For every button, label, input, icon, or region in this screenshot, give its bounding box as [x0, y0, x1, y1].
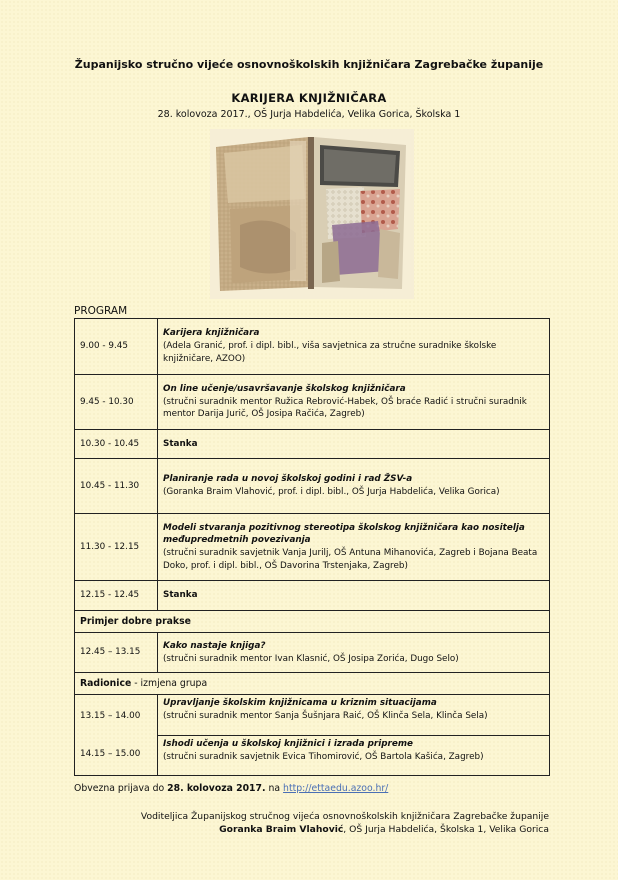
council-title: Županijsko stručno vijeće osnovnoškolskih knjižničara Zagrebačke županije	[74, 58, 544, 71]
signature-name: Goranka Braim Vlahović	[219, 824, 344, 836]
session-cell	[158, 375, 550, 430]
registration-link[interactable]: http://ettaedu.azoo.hr/	[283, 783, 389, 794]
break-cell	[158, 430, 550, 459]
time-cell	[75, 695, 158, 776]
session-presenter: (stručni suradnik savjetnik Evica Tihomirović, OŠ Bartola Kašića, Zagreb)	[163, 751, 484, 762]
time-cell: 12.45 – 13.15	[75, 633, 158, 673]
break-label: Stanka	[163, 590, 198, 601]
workshop-b	[158, 736, 549, 775]
event-date-location: 28. kolovoza 2017., OŠ Jurja Habdelića, Velika Gorica, Školska 1	[157, 109, 461, 120]
break-cell	[158, 581, 550, 611]
time-cell: 10.30 - 10.45	[75, 430, 158, 459]
time-cell: 12.15 - 12.45	[75, 581, 158, 611]
session-cell	[158, 633, 550, 673]
session-presenter: (stručni suradnik savjetnik Vanja Jurilj, OŠ Antuna Mihanovića, Zagreb i Bojana Beata Doko, prof. i dipl. bibl., OŠ Davorina Trstenjaka, Zagreb)	[163, 548, 538, 571]
event-title: KARIJERA KNJIŽNIČARA	[231, 91, 387, 105]
break-label: Stanka	[163, 438, 198, 449]
workshop-time-b: 14.15 – 15.00	[80, 748, 141, 759]
session-cell	[158, 514, 550, 581]
registration-note	[74, 783, 388, 794]
session-topic: Upravljanje školskim knjižnicama u kriznim situacijama	[163, 698, 437, 708]
program-table	[74, 318, 550, 776]
workshop-cell	[158, 695, 550, 776]
table-row	[75, 514, 550, 581]
section-heading	[75, 673, 550, 695]
table-row	[75, 375, 550, 430]
section-note: - izmjena grupa	[131, 677, 208, 689]
program-label: PROGRAM	[74, 305, 128, 317]
signature-line	[141, 823, 549, 836]
session-topic: Ishodi učenja u školskoj knjižnici i izrada pripreme	[163, 739, 413, 749]
registration-prefix: Obvezna prijava do	[74, 783, 168, 794]
session-presenter: (stručni suradnik mentor Ivan Klasnić, OŠ Josipa Zorića, Dugo Selo)	[163, 653, 459, 664]
table-row	[75, 430, 550, 459]
table-row	[75, 611, 550, 633]
session-topic: Planiranje rada u novoj školskoj godini i rad ŽSV-a	[163, 474, 413, 485]
section-title: Radionice	[80, 677, 132, 689]
signature-block	[141, 810, 549, 837]
session-cell	[158, 319, 550, 375]
table-row	[75, 581, 550, 611]
table-row	[75, 695, 550, 776]
section-heading: Primjer dobre prakse	[75, 611, 550, 633]
table-row	[75, 319, 550, 375]
session-presenter: (stručni suradnik mentor Sanja Šušnjara Raić, OŠ Klinča Sela, Klinča Sela)	[163, 710, 488, 721]
table-row	[75, 673, 550, 695]
signature-address: , OŠ Jurja Habdelića, Školska 1, Velika Gorica	[343, 824, 549, 836]
session-presenter: (stručni suradnik mentor Ružica Rebrović-Habek, OŠ braće Radić i stručni suradnik mentor Darija Jurič, OŠ Josipa Račića, Zagreb)	[163, 396, 527, 420]
session-presenter: (Goranka Braim Vlahović, prof. i dipl. bibl., OŠ Jurja Habdelića, Velika Gorica)	[163, 487, 500, 497]
time-cell: 9.00 - 9.45	[75, 319, 158, 375]
time-cell: 11.30 - 12.15	[75, 514, 158, 581]
session-presenter: (Adela Granić, prof. i dipl. bibl., viša savjetnica za stručne suradnike školske knjižničare, AZOO)	[163, 341, 497, 364]
handmade-book-photo	[210, 129, 414, 299]
session-topic: On line učenje/usavršavanje školskog knjižničara	[163, 383, 406, 394]
workshop-a	[158, 695, 549, 736]
workshop-time-a: 13.15 – 14.00	[80, 710, 141, 721]
session-cell	[158, 459, 550, 514]
session-topic: Kako nastaje knjiga?	[163, 640, 266, 651]
table-row	[75, 633, 550, 673]
time-cell: 9.45 - 10.30	[75, 375, 158, 430]
signature-role: Voditeljica Županijskog stručnog vijeća osnovnoškolskih knjižničara Zagrebačke županije	[140, 811, 549, 822]
session-topic: Modeli stvaranja pozitivnog stereotipa školskog knjižničara kao nositelja međupredmetnih povezivanja	[163, 522, 525, 546]
table-row	[75, 459, 550, 514]
session-topic: Karijera knjižničara	[163, 328, 260, 339]
registration-deadline: 28. kolovoza 2017.	[167, 783, 266, 794]
registration-mid: na	[265, 783, 284, 794]
time-cell: 10.45 - 11.30	[75, 459, 158, 514]
